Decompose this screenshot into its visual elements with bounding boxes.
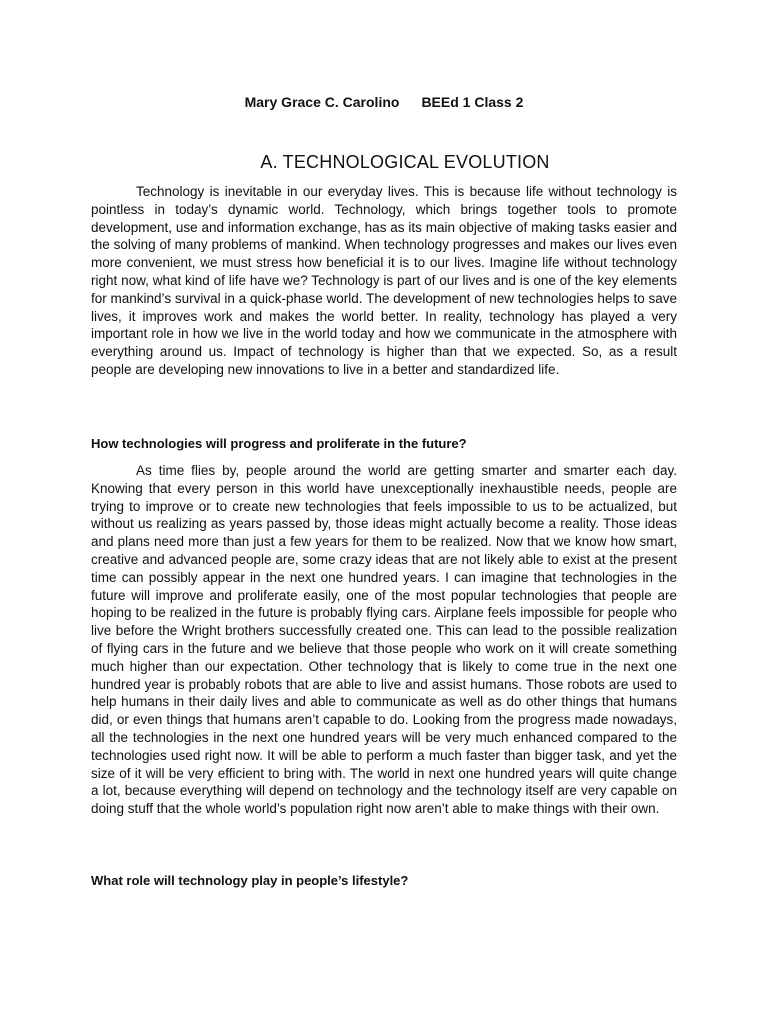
intro-paragraph: Technology is inevitable in our everyday lives. This is because life without technology is pointless in today’s dynamic world. Technology, which brings together tools to promote development, use and information exchange, has as its main objective of making tasks easier and the solving of many problems of mankind. When technology progresses and makes our lives even more convenient, we must stress how beneficial it is to our lives. Imagine life without technology right now, what kind of life have we? Technology is part of our lives and is one of the key elements for mankind’s survival in a quick-phase world. The development of new technologies helps to save lives, it improves work and makes the world better. In reality, technology has played a very important role in how we live in the world today and how we communicate in the atmosphere with everything around us. Impact of technology is higher than that we expected. So, as a result people are developing new innovations to live in a better and standardized life. xyxy=(91,184,677,377)
intro-section xyxy=(91,183,677,379)
section-heading-future: How technologies will progress and proliferate in the future? xyxy=(91,436,467,451)
author-line xyxy=(0,92,768,112)
author-name: Mary Grace C. Carolino xyxy=(244,94,400,110)
future-paragraph: As time flies by, people around the world are getting smarter and smarter each day. Knowing that every person in this world have unexceptionally inexhaustible needs, people are trying to improve or to create new technologies that feels impossible to us to be actualized, but without us realizing as years passed by, those ideas might actually become a reality. Those ideas and plans need more than just a few years for them to be realized. Now that we know how smart, creative and advanced people are, some crazy ideas that are not likely able to exist at the present time can possibly appear in the next one hundred years. I can imagine that technologies in the future will improve and proliferate easily, one of the most popular technologies that people are hoping to be realized in the future is probably flying cars. Airplane feels impossible for people who live before the Wright brothers successfully created one. This can lead to the possible realization of flying cars in the future and we believe that those people who work on it will create something much higher than our expectation. Other technology that is likely to come true in the next one hundred year is probably robots that are able to live and assist humans. Those robots are used to help humans in their daily lives and able to communicate as well as do other things that humans did, or even things that humans aren’t capable to do. Looking from the progress made nowadays, all the technologies in the next one hundred years will be very much enhanced compared to the technologies used right now. It will be able to perform a much faster than bigger task, and yet the size of it will be very efficient to bring with. The world in next one hundred years will quite change a lot, because everything will depend on technology and the technology itself are very capable on doing stuff that the whole world’s population right now aren’t able to make things with their own. xyxy=(91,463,677,817)
lifestyle-section-heading-block xyxy=(91,872,677,890)
future-section xyxy=(91,462,677,818)
document-title: A. TECHNOLOGICAL EVOLUTION xyxy=(260,152,550,172)
future-section-heading-block xyxy=(91,435,677,453)
class-label: BEEd 1 Class 2 xyxy=(421,94,524,110)
section-heading-lifestyle: What role will technology play in people’s lifestyle? xyxy=(91,873,409,888)
